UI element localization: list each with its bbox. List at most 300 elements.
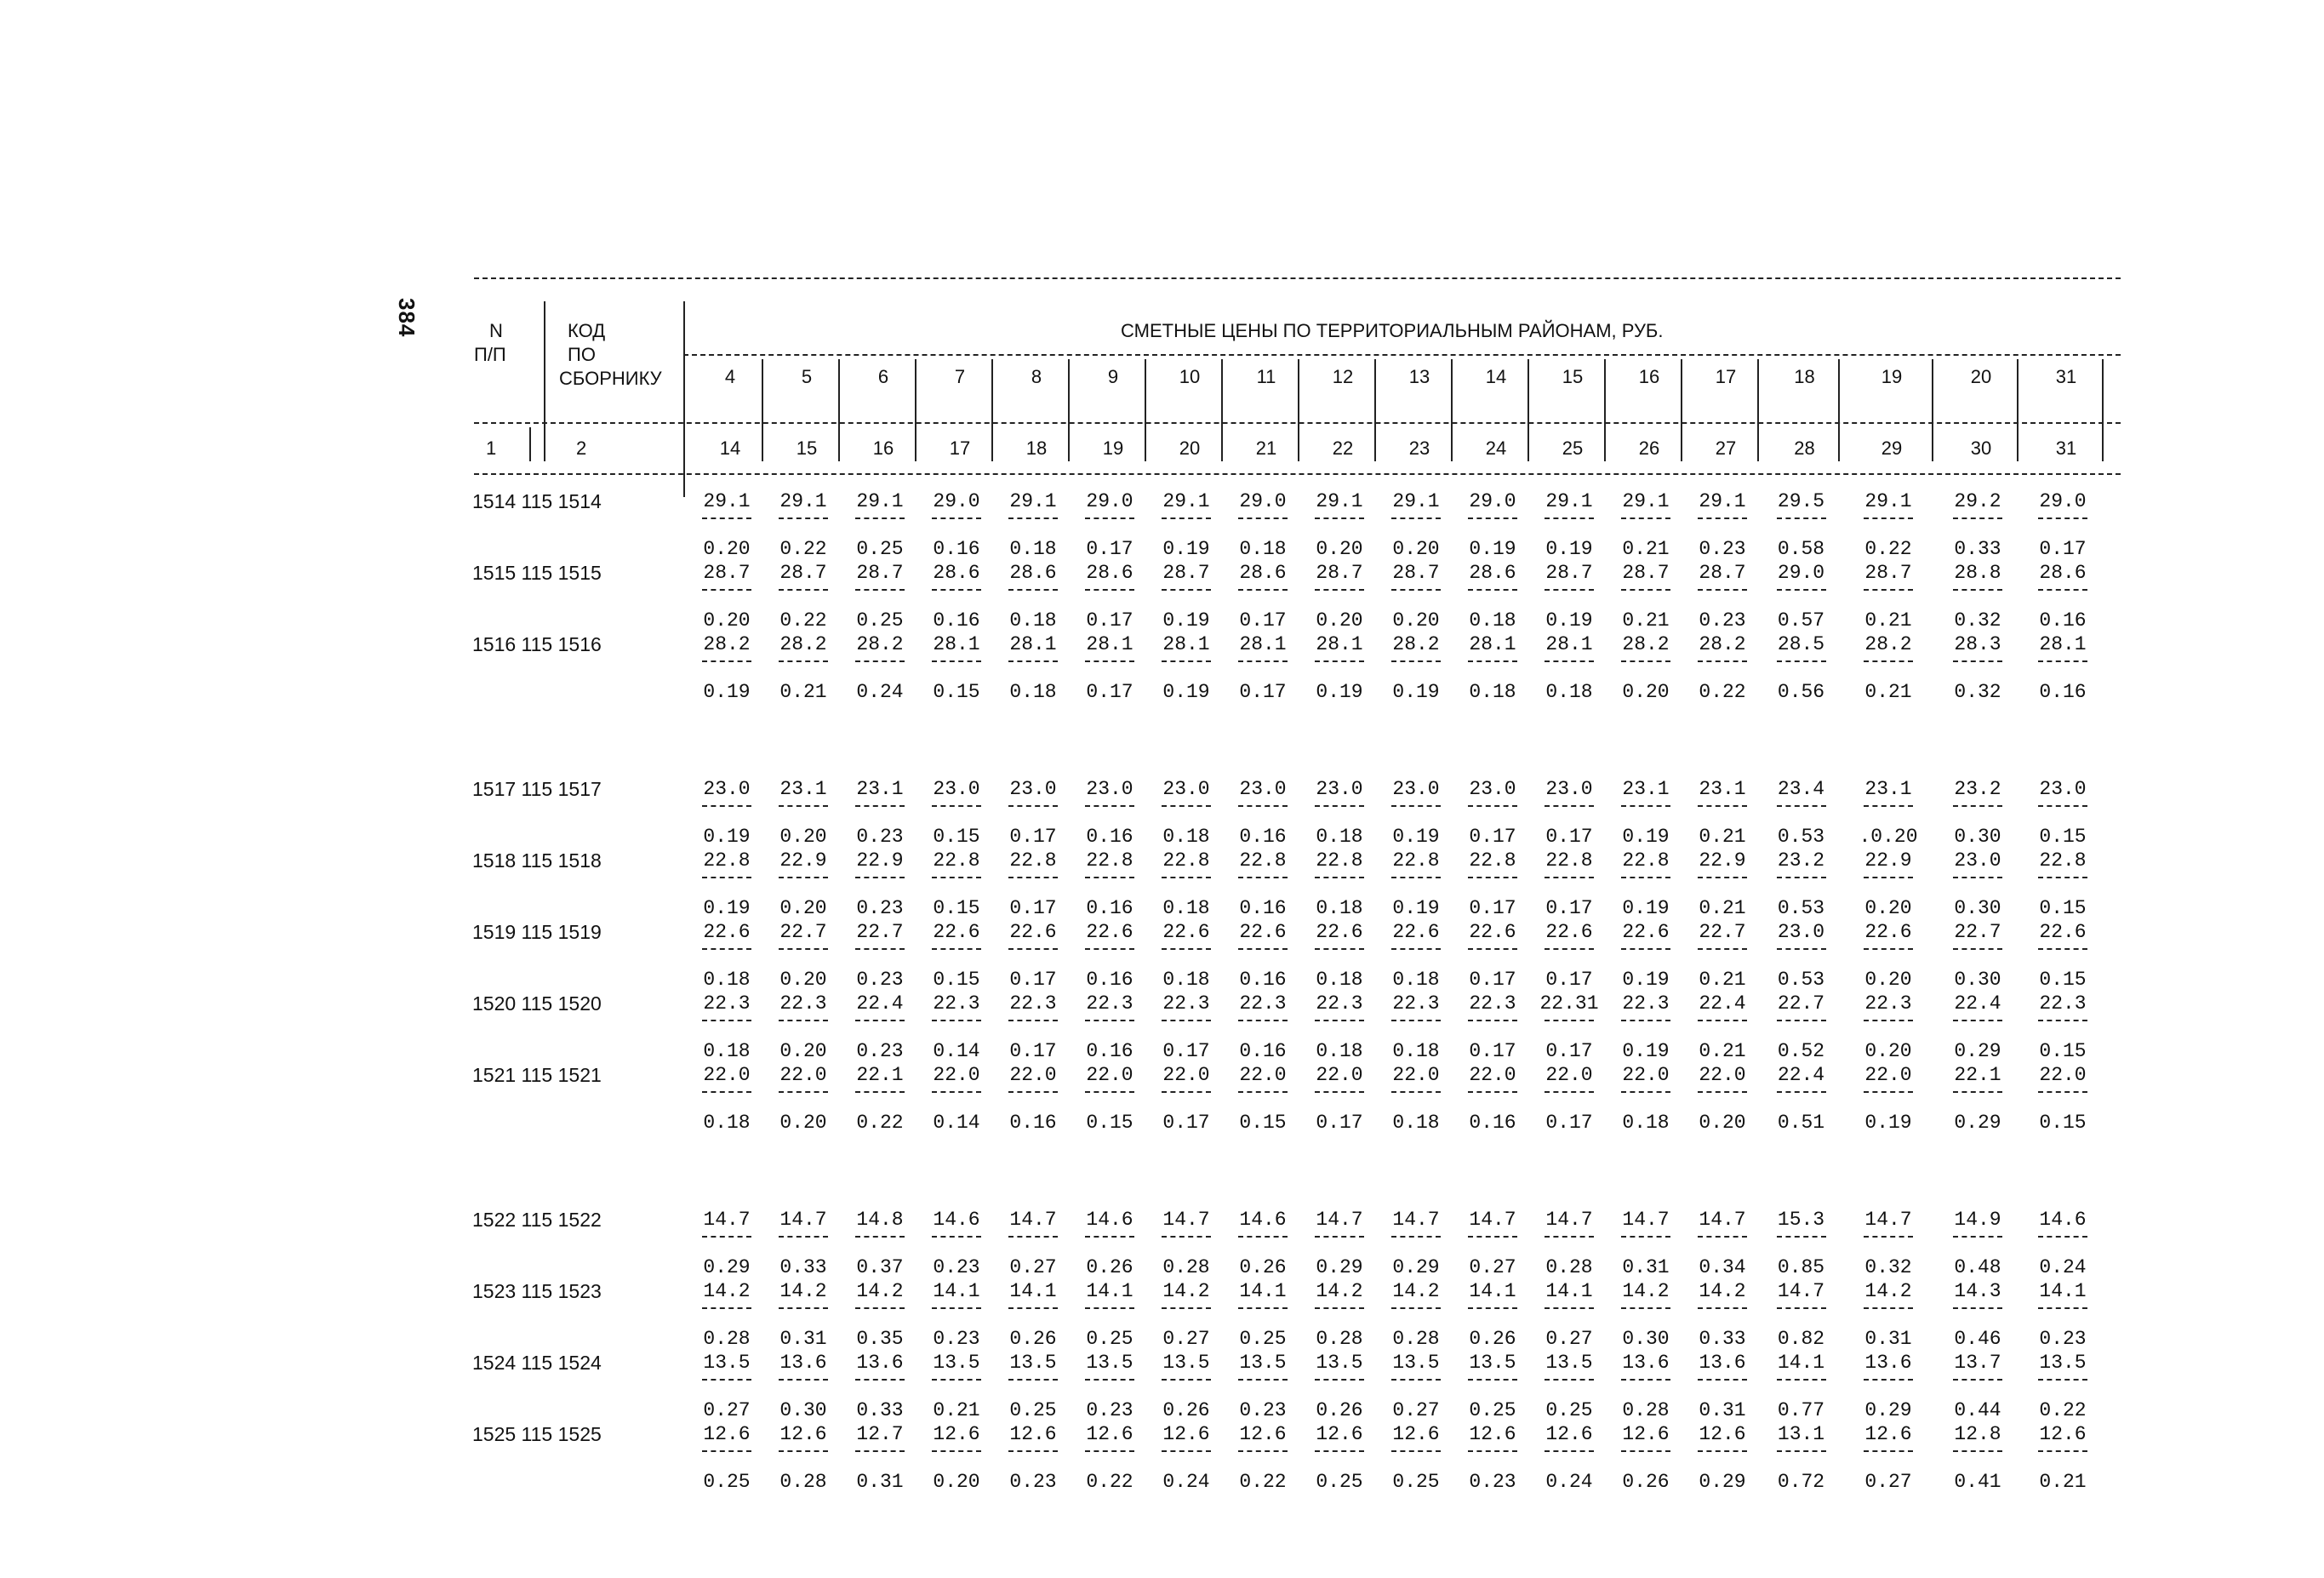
price-numerator: 22.3 [1392, 992, 1440, 1015]
column-divider [1932, 359, 1933, 461]
fraction-rule [1953, 1307, 2002, 1309]
prices-title: СМЕТНЫЕ ЦЕНЫ ПО ТЕРРИТОРИАЛЬНЫМ РАЙОНАМ, РУБ. [1121, 320, 1664, 341]
price-denominator: 0.18 [1316, 826, 1363, 848]
price-numerator: 23.0 [933, 778, 980, 800]
price-numerator: 29.0 [1777, 562, 1825, 584]
fraction-rule [779, 805, 828, 807]
district-header: 17 [1715, 366, 1737, 387]
price-denominator: 0.77 [1777, 1399, 1825, 1421]
price-numerator: 22.0 [1316, 1064, 1363, 1086]
price-numerator: 28.2 [703, 633, 751, 655]
price-denominator: 0.22 [1699, 681, 1746, 703]
fraction-rule [2038, 1091, 2087, 1093]
fraction-rule [702, 1091, 751, 1093]
price-denominator: 0.27 [1545, 1328, 1593, 1350]
price-denominator: 0.29 [1392, 1256, 1440, 1278]
fraction-rule [1864, 660, 1913, 662]
price-denominator: 0.26 [1622, 1471, 1670, 1493]
fraction-rule [1953, 1379, 2002, 1381]
row-code: 1514 115 1514 [472, 490, 602, 512]
price-denominator: 0.18 [1545, 681, 1593, 703]
price-numerator: 22.6 [1622, 921, 1670, 943]
fraction-rule [1238, 1020, 1288, 1021]
price-denominator: 0.23 [856, 969, 904, 991]
fraction-rule [1953, 589, 2002, 591]
price-denominator: 0.20 [779, 897, 827, 919]
fraction-rule [1953, 1236, 2002, 1238]
price-numerator: 12.6 [933, 1423, 980, 1445]
price-denominator: 0.19 [1392, 897, 1440, 919]
fraction-rule [1468, 589, 1517, 591]
fraction-rule [1698, 1307, 1747, 1309]
price-numerator: 13.5 [1316, 1352, 1363, 1374]
fraction-rule [1777, 1236, 1826, 1238]
price-denominator: 0.53 [1777, 969, 1825, 991]
price-numerator: 22.4 [1777, 1064, 1825, 1086]
price-numerator: 12.6 [1469, 1423, 1516, 1445]
row-code: 1520 115 1520 [472, 992, 602, 1015]
price-denominator: 0.20 [779, 1040, 827, 1062]
price-denominator: 0.20 [1316, 538, 1363, 560]
fraction-rule [1545, 1450, 1594, 1452]
price-numerator: 29.0 [2039, 490, 2087, 512]
fraction-rule [932, 1091, 981, 1093]
price-numerator: 22.6 [1316, 921, 1363, 943]
fraction-rule [1391, 517, 1441, 519]
fraction-rule [855, 517, 905, 519]
price-numerator: 14.6 [1086, 1209, 1133, 1231]
price-denominator: 0.51 [1777, 1112, 1825, 1134]
fraction-rule [855, 1020, 905, 1021]
price-denominator: 0.18 [1392, 969, 1440, 991]
price-numerator: 22.6 [1009, 921, 1057, 943]
fraction-rule [1391, 1091, 1441, 1093]
price-numerator: 22.8 [1545, 849, 1593, 872]
price-numerator: 22.8 [1622, 849, 1670, 872]
fraction-rule [1085, 1091, 1134, 1093]
price-numerator: 22.3 [1864, 992, 1912, 1015]
price-numerator: 29.0 [1086, 490, 1133, 512]
fraction-rule [1698, 1450, 1747, 1452]
price-denominator: 0.23 [1009, 1471, 1057, 1493]
price-denominator: 0.16 [1009, 1112, 1057, 1134]
fraction-rule [1621, 589, 1670, 591]
column-divider [1681, 359, 1682, 461]
fraction-rule [702, 1020, 751, 1021]
price-denominator: 0.31 [1864, 1328, 1912, 1350]
fraction-rule [1468, 1379, 1517, 1381]
fraction-rule [1085, 589, 1134, 591]
fraction-rule [855, 1450, 905, 1452]
price-denominator: 0.25 [856, 609, 904, 632]
fraction-rule [1085, 805, 1134, 807]
price-numerator: 12.6 [1316, 1423, 1363, 1445]
fraction-rule [702, 1379, 751, 1381]
price-denominator: 0.32 [1954, 609, 2001, 632]
district-header: 6 [877, 366, 889, 387]
price-numerator: 29.2 [1954, 490, 2001, 512]
price-denominator: 0.18 [1316, 897, 1363, 919]
price-numerator: 14.2 [779, 1280, 827, 1302]
price-numerator: 28.3 [1954, 633, 2001, 655]
fraction-rule [1315, 948, 1364, 950]
price-numerator: 28.2 [779, 633, 827, 655]
price-numerator: 13.5 [933, 1352, 980, 1374]
fraction-rule [1008, 1307, 1058, 1309]
price-numerator: 13.5 [1545, 1352, 1593, 1374]
price-numerator: 13.5 [703, 1352, 751, 1374]
fraction-rule [1621, 660, 1670, 662]
fraction-rule [1391, 660, 1441, 662]
fraction-rule [1621, 1091, 1670, 1093]
price-denominator: 0.23 [856, 897, 904, 919]
fraction-rule [1953, 877, 2002, 878]
price-numerator: 29.1 [703, 490, 751, 512]
price-denominator: 0.18 [703, 969, 751, 991]
price-numerator: 12.6 [1162, 1423, 1210, 1445]
price-denominator: 0.25 [1469, 1399, 1516, 1421]
price-numerator: 29.0 [933, 490, 980, 512]
col-number-1: 1 [486, 437, 497, 459]
price-numerator: 22.8 [1086, 849, 1133, 872]
price-numerator: 13.6 [856, 1352, 904, 1374]
header-rule-bottom [474, 473, 2121, 475]
price-denominator: 0.33 [1699, 1328, 1746, 1350]
price-numerator: 22.1 [856, 1064, 904, 1086]
district-header: 12 [1332, 366, 1354, 387]
header-rule-prices [683, 354, 2121, 356]
fraction-rule [2038, 1236, 2087, 1238]
price-numerator: 28.7 [1392, 562, 1440, 584]
fraction-rule [1777, 1091, 1826, 1093]
price-denominator: 0.15 [2039, 1040, 2087, 1062]
price-numerator: 22.0 [1622, 1064, 1670, 1086]
num-header-n: N [489, 320, 503, 341]
fraction-rule [2038, 877, 2087, 878]
price-denominator: 0.17 [1545, 969, 1593, 991]
fraction-rule [1008, 877, 1058, 878]
price-denominator: 0.26 [1469, 1328, 1516, 1350]
price-denominator: 0.21 [1699, 969, 1746, 991]
fraction-rule [1238, 1379, 1288, 1381]
price-numerator: 22.6 [1864, 921, 1912, 943]
price-numerator: 14.2 [1622, 1280, 1670, 1302]
column-divider [1298, 359, 1299, 461]
fraction-rule [1162, 589, 1211, 591]
column-number: 20 [1179, 437, 1201, 459]
price-denominator: 0.15 [2039, 969, 2087, 991]
price-numerator: 14.2 [1392, 1280, 1440, 1302]
price-denominator: 0.33 [1954, 538, 2001, 560]
price-numerator: 12.6 [1239, 1423, 1287, 1445]
price-denominator: 0.23 [1469, 1471, 1516, 1493]
price-denominator: 0.18 [1162, 826, 1210, 848]
fraction-rule [1238, 948, 1288, 950]
price-numerator: 22.6 [1239, 921, 1287, 943]
fraction-rule [1162, 1236, 1211, 1238]
price-denominator: 0.20 [1392, 609, 1440, 632]
price-numerator: 23.0 [1469, 778, 1516, 800]
price-denominator: 0.28 [703, 1328, 751, 1350]
fraction-rule [779, 1020, 828, 1021]
price-denominator: 0.18 [1162, 897, 1210, 919]
price-denominator: 0.16 [1086, 969, 1133, 991]
price-denominator: 0.31 [1699, 1399, 1746, 1421]
price-numerator: 29.5 [1777, 490, 1825, 512]
price-numerator: 12.7 [856, 1423, 904, 1445]
price-numerator: 22.0 [1469, 1064, 1516, 1086]
price-denominator: 0.17 [1545, 1040, 1593, 1062]
fraction-rule [1545, 1307, 1594, 1309]
fraction-rule [1953, 948, 2002, 950]
fraction-rule [702, 660, 751, 662]
price-denominator: 0.27 [1162, 1328, 1210, 1350]
price-numerator: 28.6 [2039, 562, 2087, 584]
price-numerator: 14.7 [1777, 1280, 1825, 1302]
price-denominator: 0.15 [2039, 1112, 2087, 1134]
fraction-rule [1162, 1379, 1211, 1381]
price-denominator: 0.18 [1009, 609, 1057, 632]
fraction-rule [2038, 948, 2087, 950]
price-numerator: 22.0 [1162, 1064, 1210, 1086]
price-denominator: 0.25 [1392, 1471, 1440, 1493]
price-denominator: 0.29 [1316, 1256, 1363, 1278]
price-numerator: 12.6 [703, 1423, 751, 1445]
header-divider-num-lower [529, 427, 531, 461]
fraction-rule [1698, 1020, 1747, 1021]
price-numerator: 23.1 [1622, 778, 1670, 800]
price-denominator: 0.16 [2039, 681, 2087, 703]
row-code: 1522 115 1522 [472, 1209, 602, 1231]
price-numerator: 22.0 [933, 1064, 980, 1086]
price-denominator: 0.23 [1699, 538, 1746, 560]
price-numerator: 23.0 [1316, 778, 1363, 800]
price-denominator: 0.18 [1469, 609, 1516, 632]
price-denominator: 0.17 [1469, 826, 1516, 848]
price-denominator: 0.16 [2039, 609, 2087, 632]
price-numerator: 14.7 [1316, 1209, 1363, 1231]
price-denominator: 0.20 [779, 826, 827, 848]
price-denominator: 0.23 [1699, 609, 1746, 632]
price-denominator: 0.27 [703, 1399, 751, 1421]
price-numerator: 22.3 [933, 992, 980, 1015]
price-numerator: 29.1 [856, 490, 904, 512]
price-denominator: 0.26 [1316, 1399, 1363, 1421]
fraction-rule [779, 517, 828, 519]
fraction-rule [932, 1450, 981, 1452]
price-numerator: 23.0 [1777, 921, 1825, 943]
fraction-rule [1468, 1020, 1517, 1021]
fraction-rule [779, 589, 828, 591]
fraction-rule [702, 1307, 751, 1309]
price-numerator: 22.0 [1545, 1064, 1593, 1086]
price-numerator: 14.2 [1699, 1280, 1746, 1302]
price-denominator: 0.18 [1009, 681, 1057, 703]
price-denominator: 0.23 [933, 1328, 980, 1350]
fraction-rule [1238, 589, 1288, 591]
column-number: 18 [1025, 437, 1048, 459]
price-denominator: 0.25 [1545, 1399, 1593, 1421]
price-numerator: 22.8 [1392, 849, 1440, 872]
price-denominator: 0.17 [1469, 897, 1516, 919]
price-numerator: 14.1 [1239, 1280, 1287, 1302]
fraction-rule [1315, 1236, 1364, 1238]
price-denominator: 0.17 [1239, 681, 1287, 703]
price-numerator: 29.1 [1392, 490, 1440, 512]
price-numerator: 22.0 [1699, 1064, 1746, 1086]
fraction-rule [1315, 1020, 1364, 1021]
price-denominator: 0.25 [1086, 1328, 1133, 1350]
fraction-rule [1238, 660, 1288, 662]
price-numerator: 22.0 [2039, 1064, 2087, 1086]
fraction-rule [932, 877, 981, 878]
fraction-rule [1545, 660, 1594, 662]
fraction-rule [1162, 1020, 1211, 1021]
price-denominator: 0.18 [1162, 969, 1210, 991]
row-code: 1519 115 1519 [472, 921, 602, 943]
code-header-line1: КОД [568, 320, 606, 341]
district-header: 8 [1031, 366, 1042, 387]
price-denominator: 0.82 [1777, 1328, 1825, 1350]
price-denominator: 0.24 [1545, 1471, 1593, 1493]
price-denominator: 0.28 [1162, 1256, 1210, 1278]
price-denominator: 0.46 [1954, 1328, 2001, 1350]
price-numerator: 14.2 [1162, 1280, 1210, 1302]
price-denominator: 0.26 [1239, 1256, 1287, 1278]
price-denominator: 0.22 [1864, 538, 1912, 560]
price-denominator: 0.21 [1864, 681, 1912, 703]
fraction-rule [1545, 805, 1594, 807]
fraction-rule [855, 1236, 905, 1238]
price-numerator: 29.1 [1545, 490, 1593, 512]
price-numerator: 23.0 [1162, 778, 1210, 800]
price-numerator: 22.8 [1009, 849, 1057, 872]
price-numerator: 28.1 [1239, 633, 1287, 655]
price-numerator: 22.6 [1162, 921, 1210, 943]
fraction-rule [1468, 805, 1517, 807]
price-numerator: 23.4 [1777, 778, 1825, 800]
fraction-rule [779, 948, 828, 950]
fraction-rule [1864, 1450, 1913, 1452]
district-header: 18 [1794, 366, 1815, 387]
fraction-rule [1008, 517, 1058, 519]
fraction-rule [932, 589, 981, 591]
price-numerator: 28.1 [1545, 633, 1593, 655]
price-numerator: 13.6 [1864, 1352, 1912, 1374]
fraction-rule [1777, 1020, 1826, 1021]
price-numerator: 22.6 [1469, 921, 1516, 943]
price-denominator: 0.19 [1316, 681, 1363, 703]
district-header: 5 [801, 366, 813, 387]
price-numerator: 28.7 [1162, 562, 1210, 584]
column-number: 28 [1794, 437, 1815, 459]
district-header: 19 [1881, 366, 1903, 387]
fraction-rule [779, 660, 828, 662]
price-denominator: 0.18 [1316, 1040, 1363, 1062]
price-denominator: 0.25 [856, 538, 904, 560]
fraction-rule [1777, 1450, 1826, 1452]
row-code: 1517 115 1517 [472, 778, 602, 800]
price-numerator: 23.1 [856, 778, 904, 800]
fraction-rule [779, 877, 828, 878]
price-numerator: 14.1 [1545, 1280, 1593, 1302]
price-numerator: 22.8 [703, 849, 751, 872]
price-denominator: 0.25 [703, 1471, 751, 1493]
fraction-rule [1953, 1091, 2002, 1093]
price-numerator: 14.7 [1009, 1209, 1057, 1231]
fraction-rule [1391, 1236, 1441, 1238]
price-denominator: 0.31 [1622, 1256, 1670, 1278]
price-denominator: 0.28 [779, 1471, 827, 1493]
price-numerator: 12.6 [1622, 1423, 1670, 1445]
price-numerator: 14.2 [856, 1280, 904, 1302]
price-numerator: 14.2 [1864, 1280, 1912, 1302]
price-denominator: 0.17 [1009, 897, 1057, 919]
price-numerator: 14.7 [703, 1209, 751, 1231]
price-numerator: 23.0 [1239, 778, 1287, 800]
price-denominator: 0.44 [1954, 1399, 2001, 1421]
price-numerator: 23.1 [1699, 778, 1746, 800]
price-denominator: 0.25 [1316, 1471, 1363, 1493]
column-number: 27 [1715, 437, 1737, 459]
fraction-rule [1698, 948, 1747, 950]
fraction-rule [1085, 948, 1134, 950]
fraction-rule [1391, 1450, 1441, 1452]
price-denominator: 0.15 [933, 681, 980, 703]
column-number: 31 [2055, 437, 2077, 459]
price-numerator: 14.1 [1009, 1280, 1057, 1302]
fraction-rule [1085, 660, 1134, 662]
table-top-rule [474, 277, 2121, 279]
district-header: 10 [1179, 366, 1201, 387]
price-numerator: 22.8 [2039, 849, 2087, 872]
price-denominator: 0.23 [1239, 1399, 1287, 1421]
row-code: 1524 115 1524 [472, 1352, 602, 1374]
district-header: 13 [1408, 366, 1430, 387]
price-denominator: 0.17 [1469, 969, 1516, 991]
price-denominator: 0.17 [1009, 1040, 1057, 1062]
fraction-rule [702, 1450, 751, 1452]
price-numerator: 29.0 [1239, 490, 1287, 512]
price-denominator: 0.85 [1777, 1256, 1825, 1278]
price-numerator: 13.5 [1469, 1352, 1516, 1374]
price-numerator: 28.6 [1239, 562, 1287, 584]
price-numerator: 22.7 [779, 921, 827, 943]
fraction-rule [1008, 589, 1058, 591]
price-numerator: 23.1 [779, 778, 827, 800]
price-denominator: 0.17 [1545, 826, 1593, 848]
fraction-rule [932, 805, 981, 807]
price-denominator: 0.22 [1086, 1471, 1133, 1493]
price-numerator: 14.6 [1239, 1209, 1287, 1231]
price-denominator: 0.17 [1162, 1040, 1210, 1062]
price-denominator: 0.48 [1954, 1256, 2001, 1278]
price-numerator: 28.1 [933, 633, 980, 655]
column-number: 19 [1102, 437, 1124, 459]
price-numerator: 28.1 [1469, 633, 1516, 655]
price-denominator: 0.16 [1469, 1112, 1516, 1134]
price-numerator: 22.0 [1086, 1064, 1133, 1086]
fraction-rule [779, 1091, 828, 1093]
price-denominator: 0.21 [1864, 609, 1912, 632]
price-numerator: 23.0 [1086, 778, 1133, 800]
num-header-pp: П/П [474, 344, 506, 365]
fraction-rule [1698, 517, 1747, 519]
price-numerator: 29.1 [1699, 490, 1746, 512]
fraction-rule [1698, 1236, 1747, 1238]
price-denominator: 0.15 [933, 826, 980, 848]
fraction-rule [1545, 877, 1594, 878]
